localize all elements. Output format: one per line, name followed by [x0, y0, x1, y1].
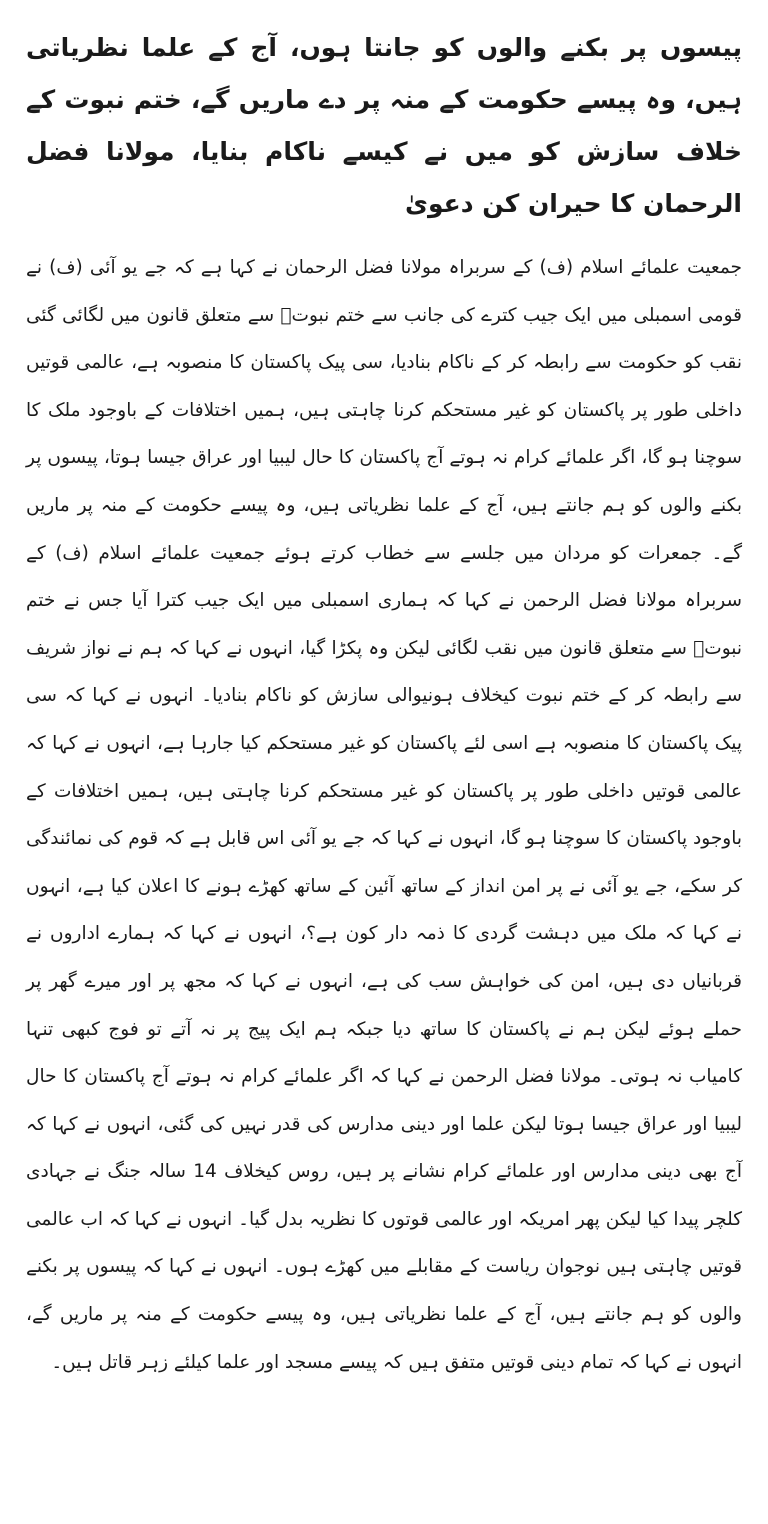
article-headline: پیسوں پر بکنے والوں کو جانتا ہوں، آج کے علما نظریاتی ہیں، وہ پیسے حکومت کے منہ پر دے ماریں گے، ختم نبوت کے خلاف سازش کو میں نے کیسے ناکام بنایا، مولانا فضل الرحمان کا حیران کن دعویٰ [26, 33, 742, 218]
article-body: جمعیت علمائے اسلام (ف) کے سربراہ مولانا فضل الرحمان نے کہا ہے کہ جے یو آئی (ف) نے قومی اسمبلی میں ایک جیب کترے کی جانب سے ختم نبوتؐ سے متعلق قانون میں لگائی گئی نقب کو حکومت سے رابطہ کر کے ناکام بنادیا، سی پیک پاکستان کا منصوبہ ہے، عالمی قوتیں داخلی طور پر پاکستان کو غیر مستحکم کرنا چاہتی ہیں، ہمیں اختلافات کے باوجود ملک کا سوچنا ہو گا، اگر علمائے کرام نہ ہوتے آج پاکستان کا حال لیبیا اور عراق جیسا ہوتا، پیسوں پر بکنے والوں کو ہم جانتے ہیں، آج کے علما نظریاتی ہیں، وہ پیسے حکومت کے منہ پر ماریں گے۔ جمعرات کو مردان میں جلسے سے خطاب کرتے ہوئے جمعیت علمائے اسلام (ف) کے سربراہ مولانا فضل الرحمن نے کہا کہ ہماری اسمبلی میں ایک جیب کترا آیا جس نے ختم نبوتؐ سے متعلق قانون میں نقب لگائی لیکن وہ پکڑا گیا، انہوں نے کہا کہ ہم نے نواز شریف سے رابطہ کر کے ختم نبوت کیخلاف ہونیوالی سازش کو ناکام بنادیا۔ انہوں نے کہا کہ سی پیک پاکستان کا منصوبہ ہے اسی لئے پاکستان کو غیر مستحکم کیا جارہا ہے، انہوں نے کہا کہ عالمی قوتیں داخلی طور پر پاکستان کو غیر مستحکم کرنا چاہتی ہیں، ہمیں اختلافات کے باوجود پاکستان کا سوچنا ہو گا، انہوں نے کہا کہ جے یو آئی اس قابل ہے کہ قوم کی نمائندگی کر سکے، جے یو آئی نے پر امن انداز کے ساتھ آئین کے ساتھ کھڑے ہونے کا اعلان کیا ہے، انہوں نے کہا کہ ملک میں دہشت گردی کا ذمہ دار کون ہے؟، انہوں نے کہا کہ ہمارے اداروں نے قربانیاں دی ہیں، امن کی خواہش سب کی ہے، انہوں نے کہا کہ مجھ پر اور میرے گھر پر حملے ہوئے لیکن ہم نے پاکستان کا ساتھ دیا جبکہ ہم ایک پیج پر نہ آتے تو فوج کبھی تنہا کامیاب نہ ہوتی۔ مولانا فضل الرحمن نے کہا کہ اگر علمائے کرام نہ ہوتے آج پاکستان کا حال لیبیا اور عراق جیسا ہوتا لیکن علما اور دینی مدارس کی قدر نہیں کی گئی، انہوں نے کہا کہ آج بھی دینی مدارس اور علمائے کرام نشانے پر ہیں، روس کیخلاف 14 سالہ جنگ نے جہادی کلچر پیدا کیا لیکن پھر امریکہ اور عالمی قوتوں کا نظریہ بدل گیا۔ انہوں نے کہا کہ اب عالمی قوتیں چاہتی ہیں نوجوان ریاست کے مقابلے میں کھڑے ہوں۔ انہوں نے کہا کہ پیسوں پر بکنے والوں کو ہم جانتے ہیں، آج کے علما نظریاتی ہیں، وہ پیسے حکومت کے منہ پر ماریں گے، انہوں نے کہا کہ تمام دینی قوتیں متفق ہیں کہ پیسے مسجد اور علما کیلئے زہر قاتل ہیں۔ [26, 257, 742, 1373]
